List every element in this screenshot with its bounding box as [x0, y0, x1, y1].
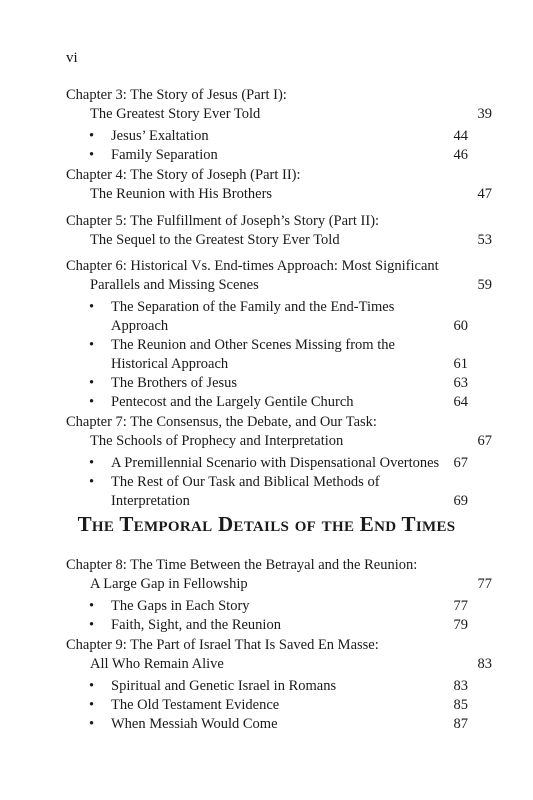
chapter-9-title: Chapter 9: The Part of Israel That Is Saved En Masse: [66, 637, 379, 653]
chapter-5-title: Chapter 5: The Fulfillment of Joseph’s Story (Part II): [66, 213, 380, 229]
chapter-9-subtitle: All Who Remain Alive 83 [90, 656, 492, 672]
chapter-3-title: Chapter 3: The Story of Jesus (Part I): [66, 87, 287, 103]
book-page: vi Chapter 3: The Story of Jesus (Part I): The Greatest Story Ever Told 39 • Jesus’ Exaltation 44 • Family Separation 46 Chapter 4: The Story of Joseph (Part II): The Reunion with His Brothers 47 Chapter 5: The Fulfillment of Joseph’s Story (Part II): The Sequel to the Greatest Story Ever Told 53 Chapter 6: Historical Vs. End-times Approach: Most Significant Parallels and Missing Scenes 59 • The Separation of the Family and the End-Times Approach 60 • The Reunion and Other Scenes Missing from the Historical Approach 61 • The Brothers of Jesus 63 • Pentecost and the Largely Gentile Church 64 Chapter 7: The Consensus, the Debate, and Our Task: The Schools of Prophecy and Interpretation 67 • A Premillennial Scenario with Dispensational Overtones 67 • The Rest of Our Task and Biblical Methods of Interpretation 69 Chapter 8: The Time Between the Betrayal and the Reunion: A Large Gap in Fellowship 77 • The Gaps in Each Story 77 • Faith, Sight, and the Reunion 79 Chapter 9: The Part of Israel That Is Saved En Masse: All Who Remain Alive 83 • Spiritual and Genetic Israel in Romans 83 • The Old Testament Evidence 85 • When Messiah Would Come 87 The Temporal Details of the End Times [0, 0, 533, 800]
chapter-6-title: Chapter 6: Historical Vs. End-times Approach: Most Significant [66, 258, 439, 274]
chapter-8-page: 77 [477, 576, 492, 592]
chapter-4-title: Chapter 4: The Story of Joseph (Part II): [66, 167, 301, 183]
chapter-5-subtitle: The Sequel to the Greatest Story Ever Told 53 [90, 232, 492, 248]
chapter-4-subtitle: The Reunion with His Brothers 47 [90, 186, 492, 202]
chapter-8-title: Chapter 8: The Time Between the Betrayal and the Reunion: [66, 557, 418, 573]
chapter-3-page: 39 [477, 106, 492, 122]
page-number-folio: vi [66, 50, 78, 66]
chapter-6-page: 59 [477, 277, 492, 293]
chapter-4-page: 47 [477, 186, 492, 202]
chapter-9-page: 83 [477, 656, 492, 672]
chapter-7-title: Chapter 7: The Consensus, the Debate, and Our Task: [66, 414, 377, 430]
section-heading: The Temporal Details of the End Times [77, 512, 456, 536]
chapter-7-page: 67 [477, 433, 492, 449]
chapter-5-page: 53 [477, 232, 492, 248]
chapter-8-subtitle: A Large Gap in Fellowship 77 [90, 576, 492, 592]
chapter-7-subtitle: The Schools of Prophecy and Interpretation 67 [90, 433, 492, 449]
chapter-6-subtitle: Parallels and Missing Scenes 59 [90, 277, 492, 293]
chapter-3-subtitle: The Greatest Story Ever Told 39 [90, 106, 492, 122]
